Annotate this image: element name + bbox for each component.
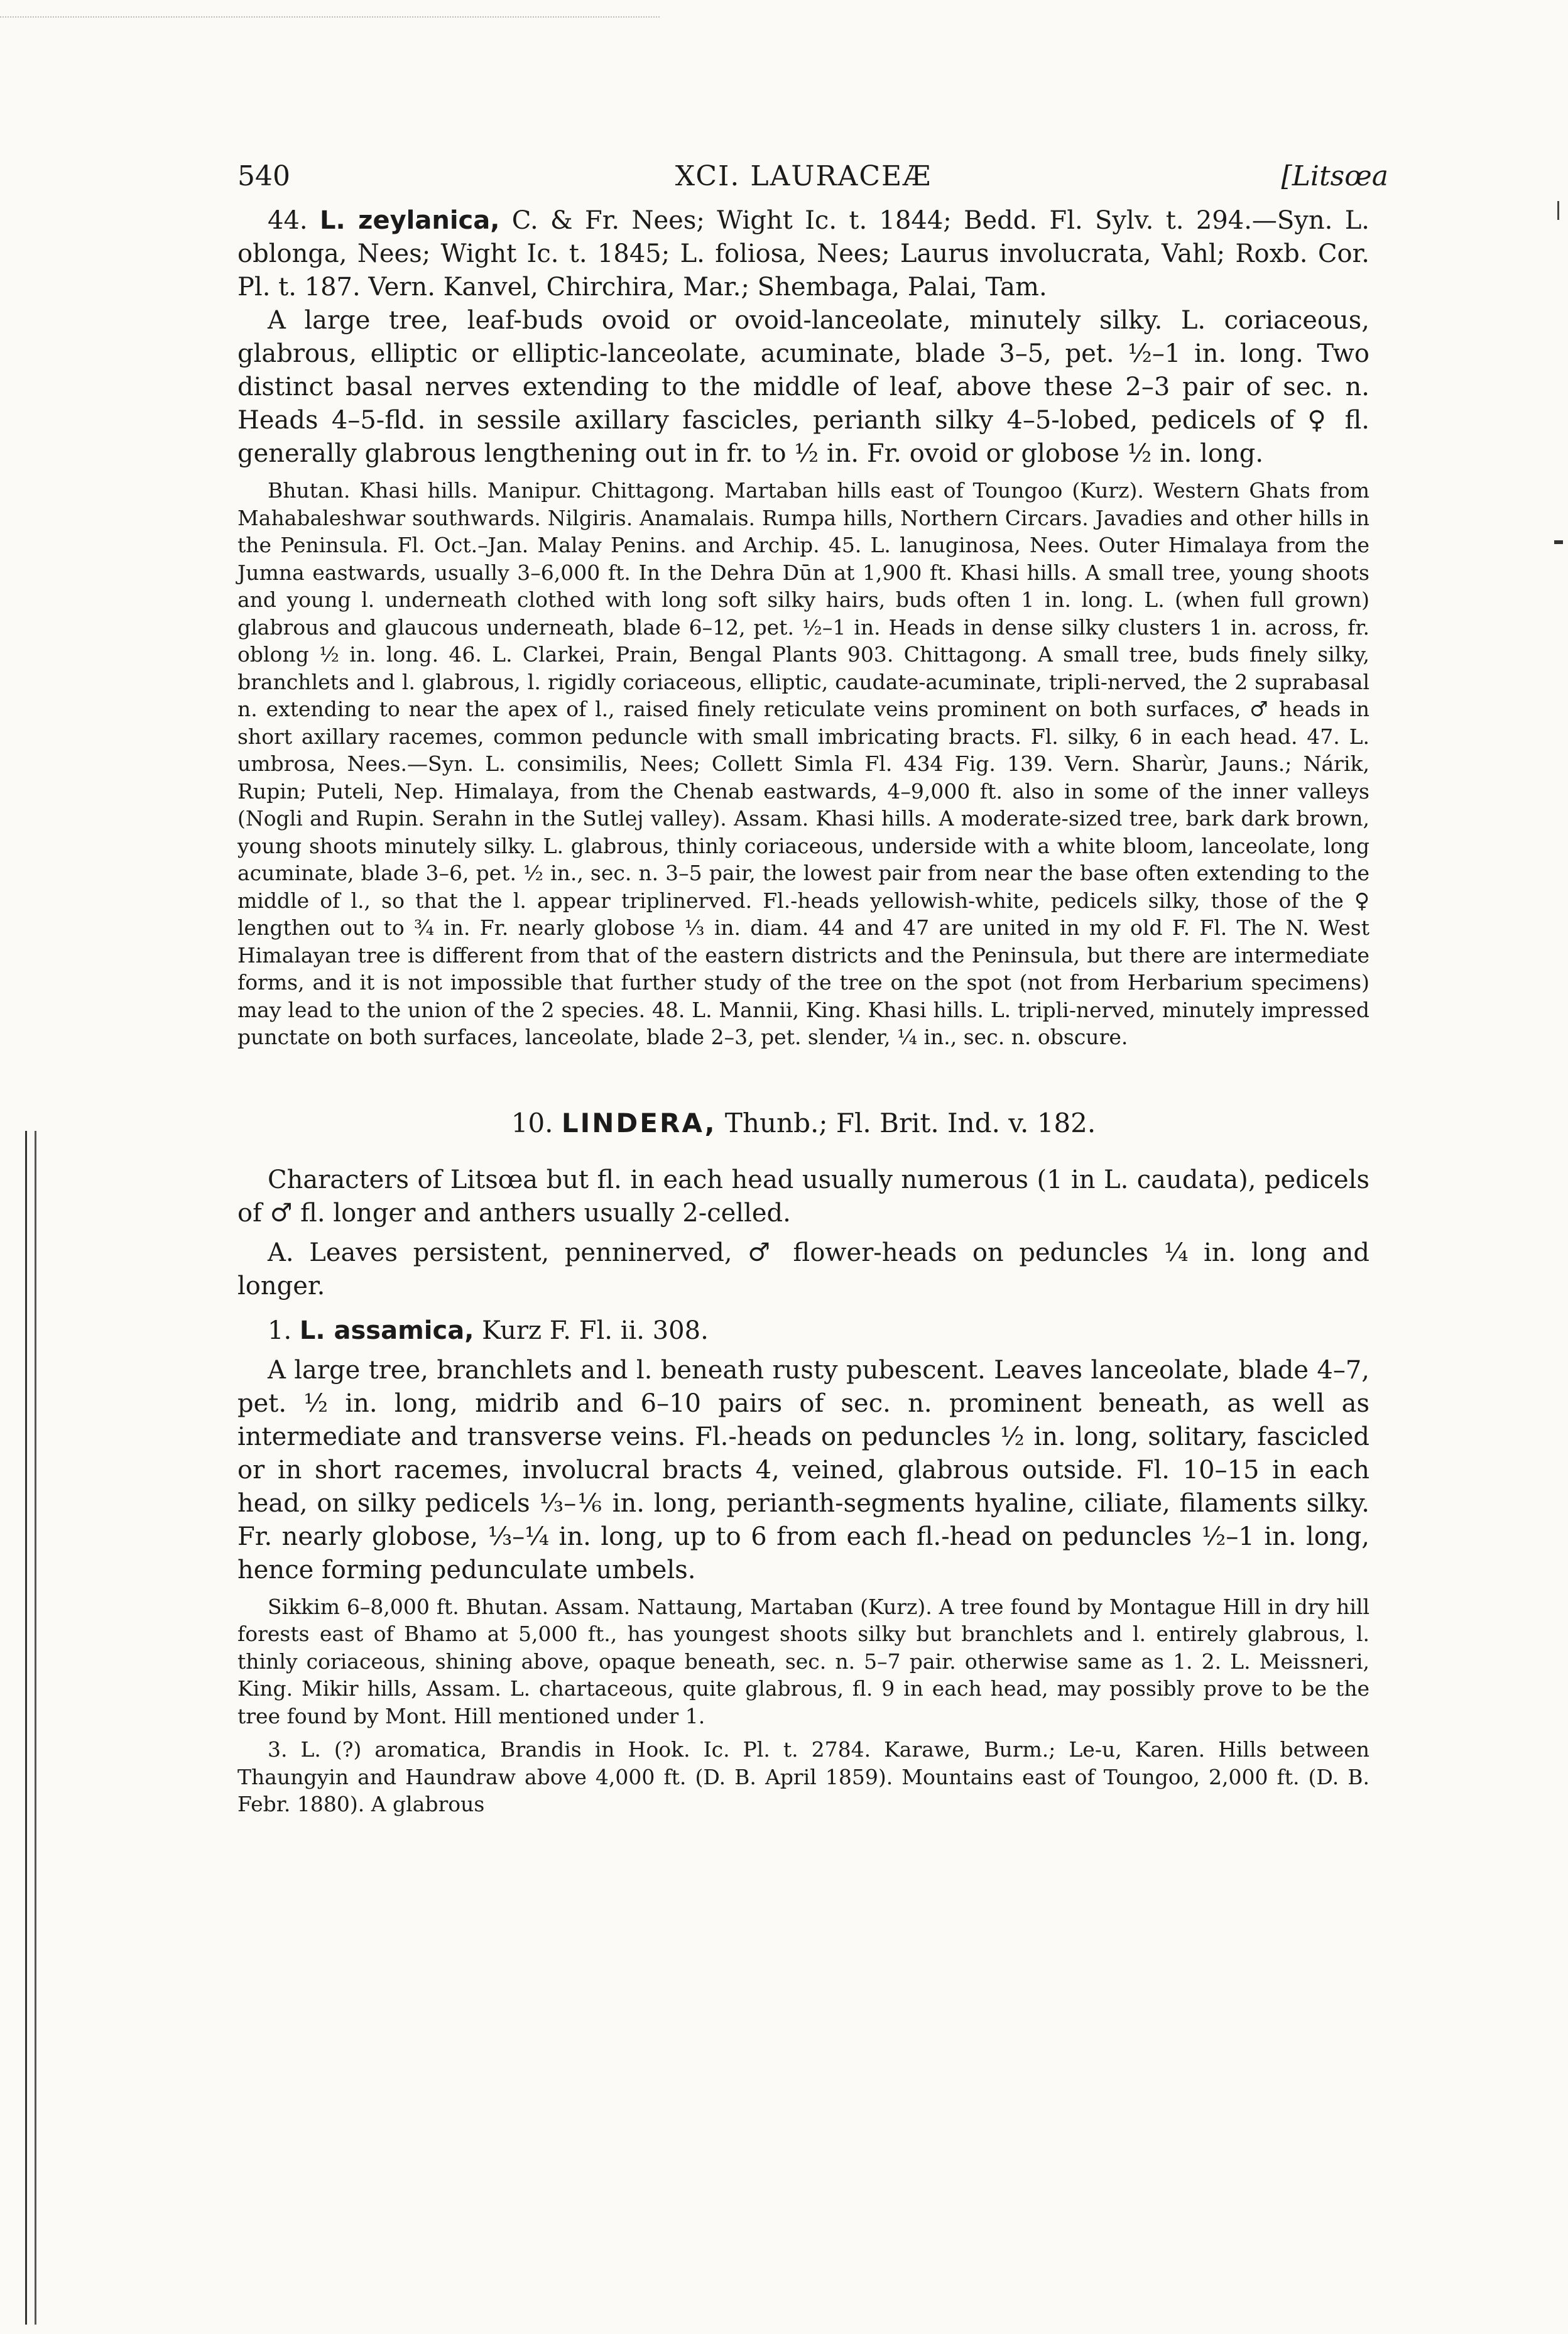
species-number: 1. (268, 1316, 300, 1345)
genus-name: LINDERA, (561, 1107, 717, 1138)
page-content (237, 160, 1388, 1818)
species-reference: Kurz F. Fl. ii. 308. (474, 1316, 709, 1345)
species-44-notes: Bhutan. Khasi hills. Manipur. Chittagong. Martaban hills east of Toungoo (Kurz). Western Ghats from Mahabaleshwar southwards. Nilgiris. Anamalais. Rumpa hills, Northern Circars. Javadies and other hills in the Peninsula. Fl. Oct.–Jan. Malay Penins. and Archip. 45. L. lanuginosa, Nees. Outer Himalaya from the Jumna eastwards, usually 3–6,000 ft. In the Dehra Dūn at 1,900 ft. Khasi hills. A small tree, young shoots and young l. underneath clothed with long soft silky hairs, buds often 1 in. long. L. (when full grown) glabrous and glaucous underneath, blade 6–12, pet. ½–1 in. Heads in dense silky clusters 1 in. across, fr. oblong ½ in. long. 46. L. Clarkei, Prain, Bengal Plants 903. Chittagong. A small tree, buds finely silky, branchlets and l. glabrous, l. rigidly coriaceous, elliptic, caudate-acuminate, tripli-nerved, the 2 suprabasal n. extending to near the apex of l., raised finely reticulate veins prominent on both surfaces, ♂ heads in short axillary racemes, common peduncle with small imbricating bracts. Fl. silky, 6 in each head. 47. L. umbrosa, Nees.—Syn. L. consimilis, Nees; Collett Simla Fl. 434 Fig. 139. Vern. Sharùr, Jauns.; Nárik, Rupin; Puteli, Nep. Himalaya, from the Chenab eastwards, 4–9,000 ft. also in some of the inner valleys (Nogli and Rupin. Serahn in the Sutlej valley). Assam. Khasi hills. A moderate-sized tree, bark dark brown, young shoots minutely silky. L. glabrous, thinly coriaceous, underside with a white bloom, lanceolate, long acuminate, blade 3–6, pet. ½ in., sec. n. 3–5 pair, the lowest pair from near the base often extending to the middle of l., so that the l. appear triplinerved. Fl.-heads yellowish-white, pedicels silky, those of the ♀ lengthen out to ¾ in. Fr. nearly globose ⅓ in. diam. 44 and 47 are united in my old F. Fl. The N. West Himalayan tree is different from that of the eastern districts and the Peninsula, but there are intermediate forms, and it is not impossible that further study of the tree on the spot (not from Herbarium specimens) may lead to the union of the 2 species. 48. L. Mannii, King. Khasi hills. L. tripli-nerved, minutely impressed punctate on both surfaces, lanceolate, blade 2–3, pet. slender, ¼ in., sec. n. obscure. (237, 478, 1369, 1049)
species-44-heading (237, 204, 1369, 304)
running-header (237, 160, 1388, 204)
species-1-notes: Sikkim 6–8,000 ft. Bhutan. Assam. Nattaung, Martaban (Kurz). A tree found by Montague Hill in dry hill forests east of Bhamo at 5,000 ft., has youngest shoots silky but branchlets and l. entirely glabrous, l. thinly coriaceous, shining above, opaque beneath, sec. n. 5–7 pair. otherwise same as 1. 2. L. Meissneri, King. Mikir hills, Assam. L. chartaceous, quite glabrous, fl. 9 in each head, may possibly prove to be the tree found by Mont. Hill mentioned under 1. (237, 1594, 1369, 1728)
species-1-description: A large tree, branchlets and l. beneath rusty pubescent. Leaves lanceolate, blade 4–7, pet. ½ in. long, midrib and 6–10 pairs of sec. n. prominent beneath, as well as intermediate and transverse veins. Fl.-heads on peduncles ½ in. long, solitary, fascicled or in short racemes, involucral bracts 4, veined, glabrous outside. Fl. 10–15 in each head, on silky pedicels ⅓–⅙ in. long, perianth-segments hyaline, ciliate, filaments silky. Fr. nearly globose, ⅓–¼ in. long, up to 6 from each fl.-head on peduncles ½–1 in. long, hence forming pedunculate umbels. (237, 1355, 1369, 1584)
species-3-entry: 3. L. (?) aromatica, Brandis in Hook. Ic. Pl. t. 2784. Karawe, Burm.; Le-u, Karen. Hills between Thaungyin and Haundraw above 4,000 ft. (D. B. April 1859). Mountains east of Toungoo, 2,000 ft. (D. B. Febr. 1880). A glabrous (237, 1737, 1369, 1816)
group-a-key: A. Leaves persistent, penninerved, ♂ flower-heads on peduncles ¼ in. long and longer. (237, 1238, 1369, 1301)
species-name: L. zeylanica, (319, 206, 500, 235)
genus-reference: Thunb.; Fl. Brit. Ind. v. 182. (716, 1107, 1096, 1138)
genus-characters: Characters of Litsœa but fl. in each head usually numerous (1 in L. caudata), pedicels of ♂ fl. longer and anthers usually 2-celled. (237, 1165, 1369, 1228)
running-head-genus: [Litsœa (1281, 160, 1388, 192)
species-synonymy: C. & Fr. Nees; Wight Ic. t. 1844; Bedd. Fl. Sylv. t. 294.—Syn. L. oblonga, Nees; Wight Ic. t. 1845; L. foliosa, Nees; Laurus involucrata, Vahl; Roxb. Cor. Pl. t. 187. Vern. Kanvel, Chirchira, Mar.; Shembaga, Palai, Tam. (237, 206, 1369, 302)
page-number: 540 (237, 160, 290, 192)
species-44-description: A large tree, leaf-buds ovoid or ovoid-lanceolate, minutely silky. L. coriaceous, glabrous, elliptic or elliptic-lanceolate, acuminate, blade 3–5, pet. ½–1 in. long. Two distinct basal nerves extending to the middle of leaf, above these 2–3 pair of sec. n. Heads 4–5-fld. in sessile axillary fascicles, perianth silky 4–5-lobed, pedicels of ♀ fl. generally glabrous lengthening out in fr. to ½ in. Fr. ovoid or globose ½ in. long. (237, 306, 1369, 468)
binding-edge-lines (25, 1131, 36, 2325)
scan-artifact-line (0, 16, 660, 19)
species-1-heading (237, 1314, 1369, 1348)
margin-mark (1557, 201, 1559, 220)
margin-mark (1554, 540, 1563, 544)
species-name: L. assamica, (299, 1316, 474, 1345)
family-title: XCI. LAURACEÆ (675, 160, 932, 192)
species-number: 44. (268, 206, 320, 235)
genus-heading (237, 1108, 1369, 1138)
genus-number: 10. (511, 1107, 562, 1138)
